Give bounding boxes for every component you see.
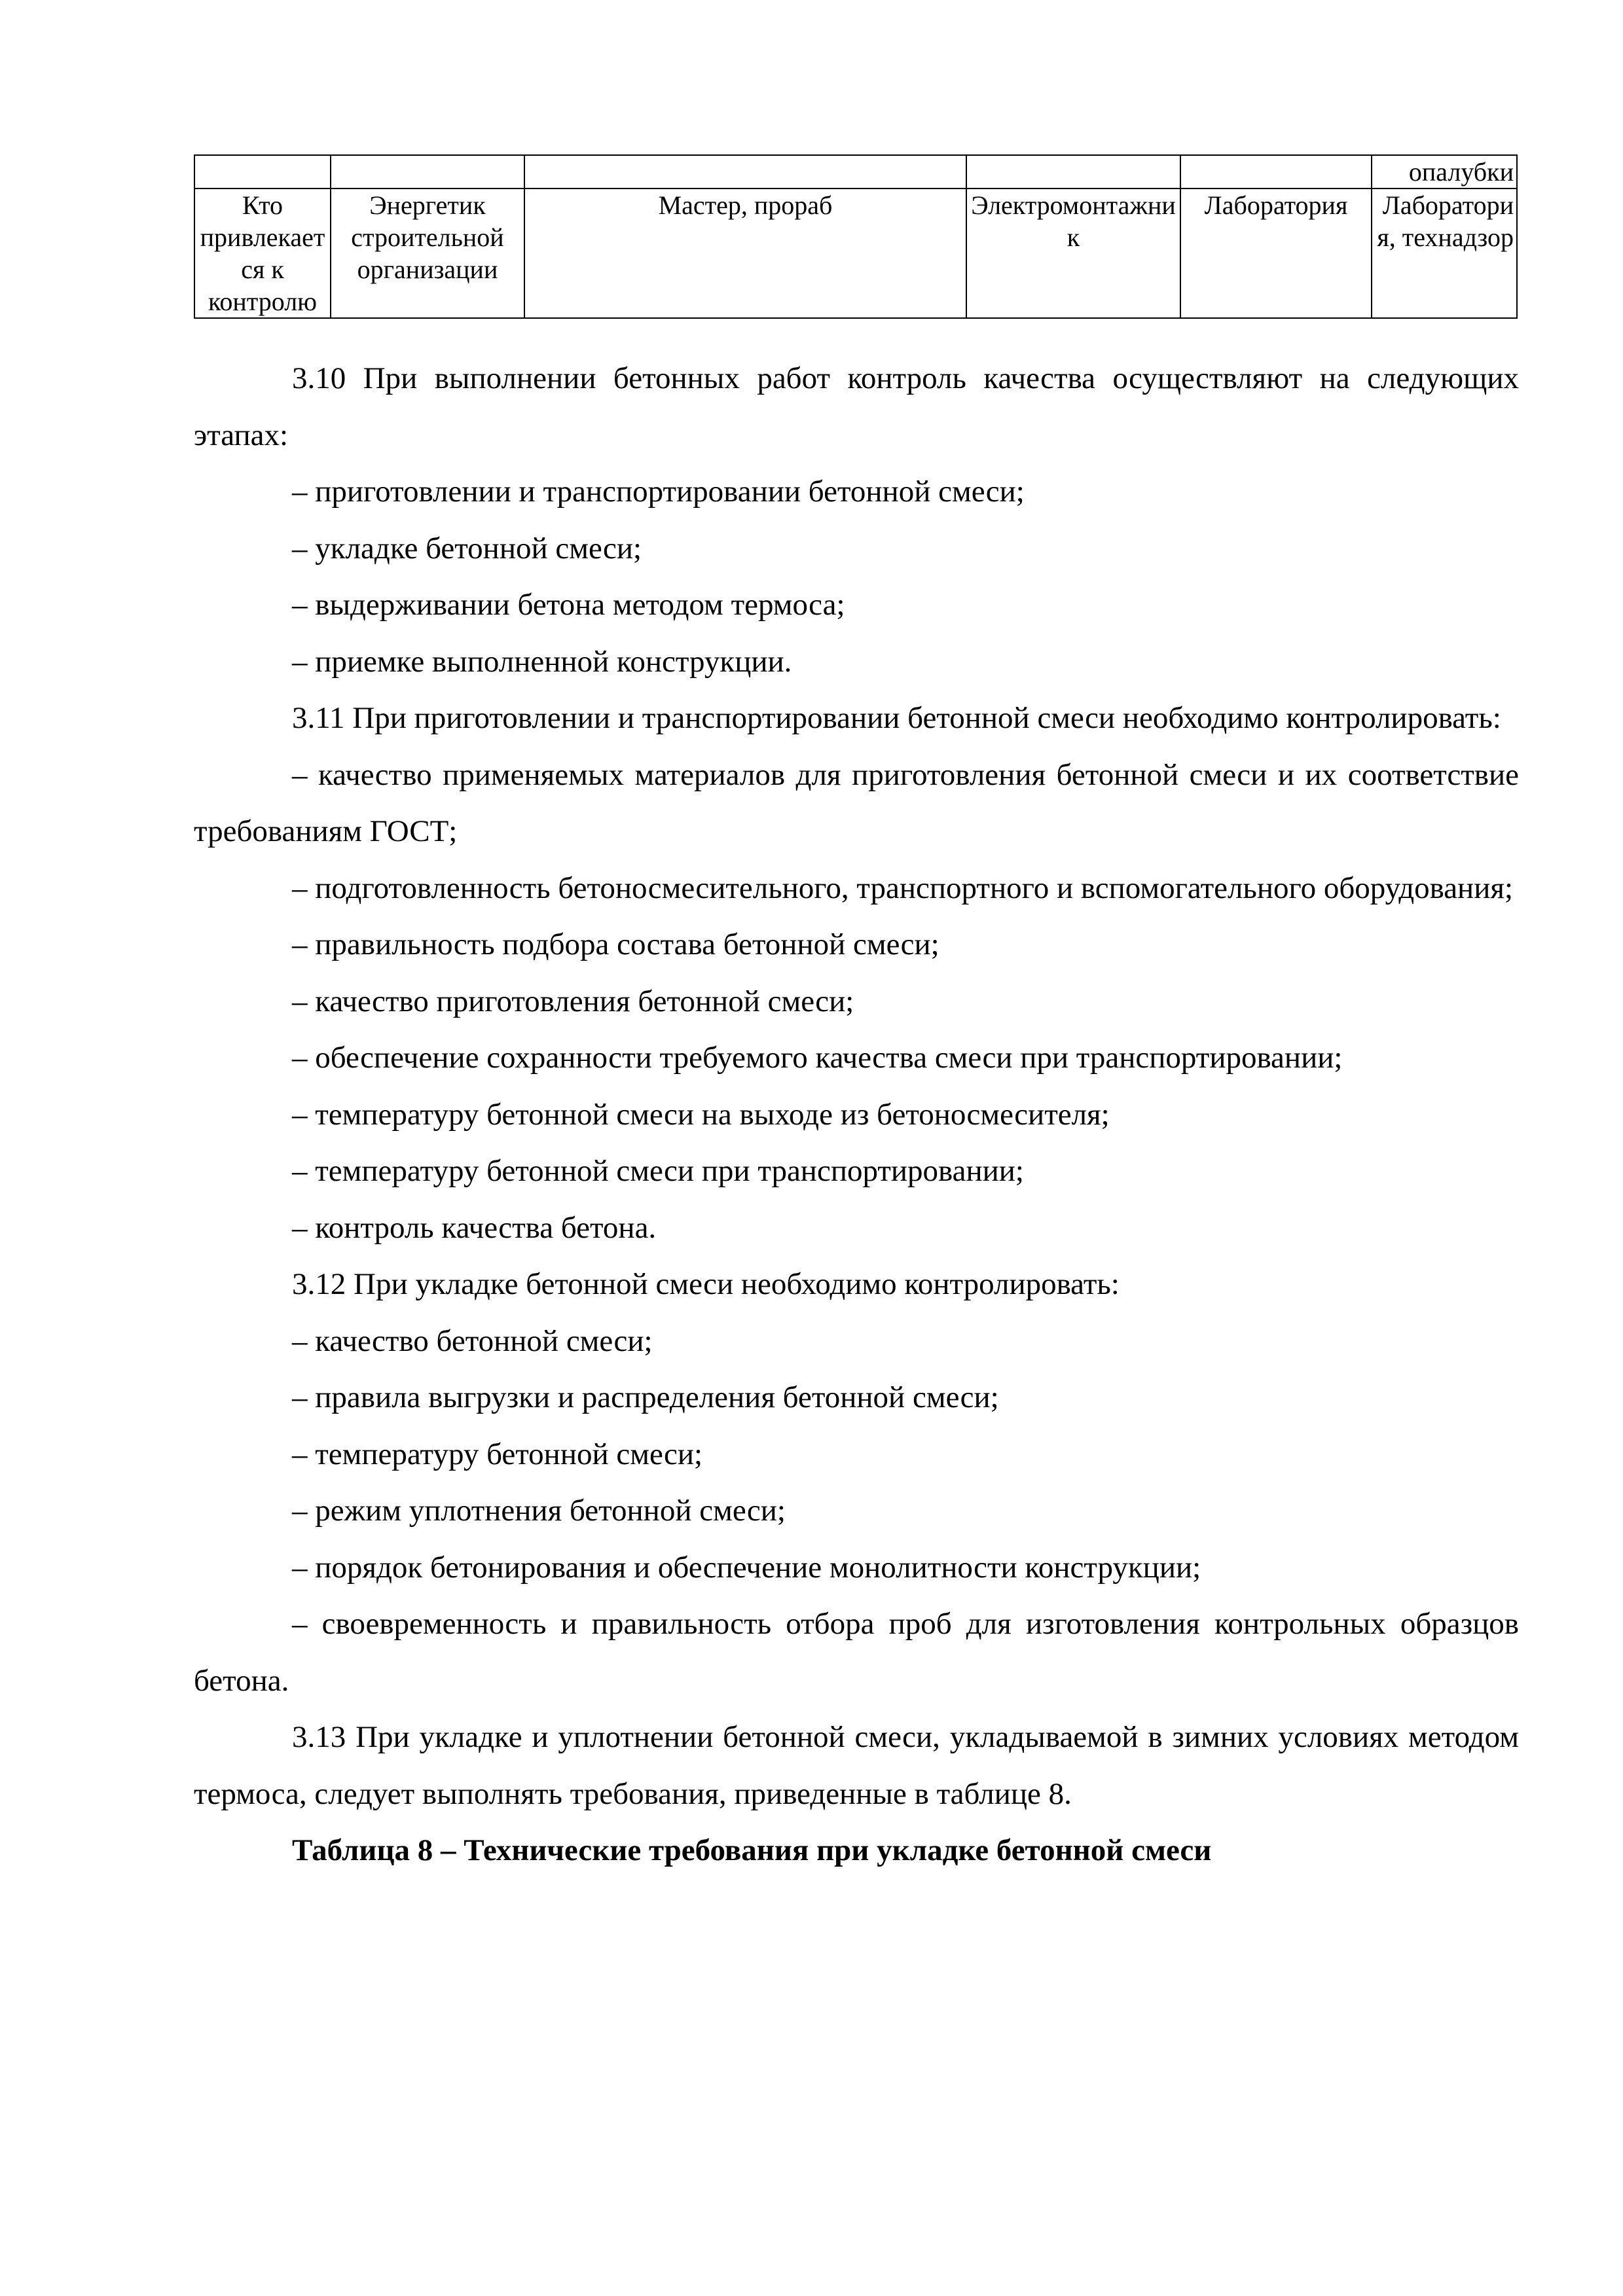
list-item: – приемке выполненной конструкции. [292,644,792,679]
table-cell [194,155,331,188]
table-cell: Электромонтажник [966,188,1180,318]
table-cell: Лаборатория [1180,188,1372,318]
list-item: – температуру бетонной смеси при транспортировании; [292,1154,1024,1188]
list-item: – правила выгрузки и распределения бетонной смеси; [292,1380,999,1414]
list-item: – правильность подбора состава бетонной смеси; [292,927,939,961]
table-row [194,155,1517,188]
table-cell [966,155,1180,188]
list-item: – подготовленность бетоносмесительного, транспортного и вспомогательного оборудования; [292,870,1514,905]
list-item: – качество бетонной смеси; [292,1323,653,1358]
table-cell: Лаборатория, технадзор [1372,188,1517,318]
table-row [194,188,1517,318]
table-cell: Энергетик строительной организации [331,188,524,318]
list-item: – обеспечение сохранности требуемого качества смеси при транспортировании; [292,1041,1343,1075]
list-item: – качество применяемых материалов для приготовления бетонной смеси и их соответствие требованиям ГОСТ; [194,757,1519,848]
list-item: – своевременность и правильность отбора проб для изготовления контрольных образцов бетона. [194,1607,1519,1698]
paragraph-3-12: 3.12 При укладке бетонной смеси необходимо контролировать: [292,1267,1120,1301]
paragraph-3-10: 3.10 При выполнении бетонных работ контроль качества осуществляют на следующих этапах: [194,361,1519,452]
list-item: – приготовлении и транспортировании бетонной смеси; [292,475,1025,509]
table-cell [524,155,966,188]
table-cell-who-controls: Кто привлекается к контролю [194,188,331,318]
list-item: – качество приготовления бетонной смеси; [292,984,854,1018]
list-item: – порядок бетонирования и обеспечение монолитности конструкции; [292,1550,1201,1585]
table-cell: опалубки [1372,155,1517,188]
list-item: – укладке бетонной смеси; [292,531,642,565]
table-cell: Мастер, прораб [524,188,966,318]
control-table [194,154,1518,319]
list-item: – режим уплотнения бетонной смеси; [292,1494,786,1528]
list-item: – выдерживании бетона методом термоса; [292,588,845,622]
table-cell [331,155,524,188]
document-body [194,350,1519,1879]
list-item: – температуру бетонной смеси на выходе из бетоносмесителя; [292,1097,1110,1132]
paragraph-3-11: 3.11 При приготовлении и транспортировании бетонной смеси необходимо контролировать: [292,701,1501,735]
list-item: – температуру бетонной смеси; [292,1437,703,1471]
table-cell [1180,155,1372,188]
table-caption: Таблица 8 – Технические требования при укладке бетонной смеси [292,1833,1212,1867]
list-item: – контроль качества бетона. [292,1210,657,1245]
paragraph-3-13: 3.13 При укладке и уплотнении бетонной смеси, укладываемой в зимних условиях методом термоса, следует выполнять требования, приведенные в таблице 8. [194,1720,1519,1811]
